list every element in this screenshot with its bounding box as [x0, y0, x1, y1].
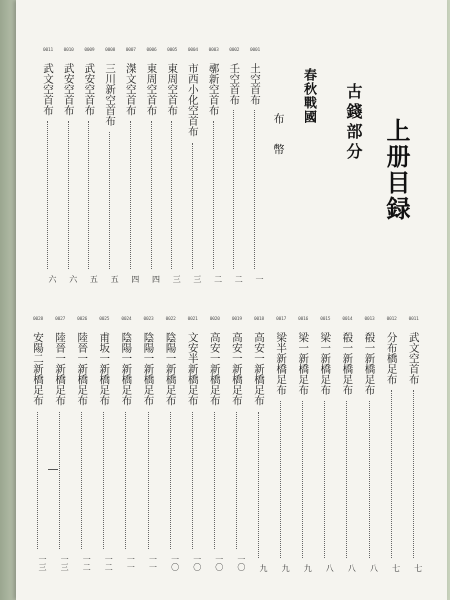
entry-page-number: 三: [172, 275, 182, 283]
leader-dots: [37, 412, 38, 549]
entry-title: 殽一新橋足布: [363, 332, 376, 395]
toc-entry: [317, 317, 333, 573]
entry-number: 0008: [105, 48, 116, 53]
entry-title: 陰陽一新橋足布: [120, 332, 133, 406]
toc-entry: [30, 317, 46, 573]
entry-page-number: 一二: [104, 555, 114, 571]
leader-dots: [81, 412, 82, 549]
entry-title: 武安空首布: [83, 63, 96, 116]
leader-dots: [47, 121, 48, 269]
entry-page-number: 九: [281, 564, 291, 572]
entry-title: 安陽二新橋足布: [32, 332, 44, 406]
book-page: [16, 0, 447, 600]
leader-dots: [125, 412, 126, 549]
entry-title: 三川新空首布: [104, 63, 117, 126]
toc-entry: [251, 317, 267, 573]
entry-title: 市西小化空首布: [186, 63, 199, 137]
entry-number: 0002: [229, 48, 240, 53]
entry-page-number: 一〇: [192, 555, 202, 571]
leader-dots: [254, 110, 255, 269]
entry-number: 0020: [209, 317, 220, 322]
entry-title: 高安一新橋足布: [208, 332, 221, 406]
leader-dots: [302, 401, 303, 558]
toc-entry: [362, 317, 378, 573]
entry-page-number: 七: [413, 564, 423, 572]
entry-title: 梁一新橋足布: [297, 332, 310, 395]
leader-dots: [236, 412, 237, 549]
leader-dots: [192, 143, 193, 269]
entry-number: 0011: [42, 48, 54, 53]
toc-entry: [185, 48, 201, 284]
toc-entry: [226, 48, 242, 284]
entry-page-number: 一: [255, 275, 264, 283]
leader-dots: [130, 121, 131, 269]
entry-title: 分布橋足布: [385, 332, 398, 385]
leader-dots: [413, 390, 414, 558]
entry-number: 0001: [249, 48, 261, 53]
entry-page-number: 二: [234, 275, 244, 283]
toc-entry: [384, 317, 400, 573]
entry-page-number: 一三: [60, 555, 70, 571]
entry-number: 0019: [231, 317, 242, 322]
toc-entry: [123, 48, 139, 284]
toc-entry: [207, 317, 223, 573]
entry-number: 0028: [32, 317, 44, 322]
entry-page-number: 九: [303, 564, 313, 572]
toc-entry: [339, 317, 355, 573]
entry-page-number: 六: [48, 275, 57, 283]
entry-title: 壬空首布: [228, 63, 241, 105]
entry-title: 武安空首布: [62, 63, 75, 116]
entry-title: 陸晉一新橋足布: [54, 332, 67, 406]
entry-number: 0011: [408, 317, 419, 322]
toc-entry: [229, 317, 245, 573]
entry-page-number: 一一: [148, 555, 158, 571]
entry-page-number: 一〇: [236, 555, 246, 571]
entry-number: 0016: [298, 317, 309, 322]
leader-dots: [151, 121, 152, 269]
entry-page-number: 九: [259, 564, 268, 572]
leader-dots: [280, 401, 281, 558]
leader-dots: [88, 121, 89, 269]
leader-dots: [68, 121, 69, 269]
entry-title: 東周空首布: [145, 63, 158, 116]
entry-page-number: 五: [89, 275, 99, 283]
toc-entry: [118, 317, 134, 573]
entry-number: 0023: [143, 317, 154, 322]
entry-page-number: 二: [213, 275, 223, 283]
entry-number: 0024: [121, 317, 132, 322]
entry-page-number: 六: [68, 275, 78, 283]
toc-entry: [52, 317, 68, 573]
leader-dots: [324, 401, 325, 558]
entry-page-number: 一〇: [214, 555, 224, 571]
entry-number: 0017: [276, 317, 287, 322]
entry-page-number: 八: [369, 564, 379, 572]
toc-entry: [406, 317, 422, 573]
entry-page-number: 一二: [82, 555, 92, 571]
entry-title: 土空首布: [249, 63, 261, 105]
toc-entry: [247, 48, 263, 284]
toc-entry: [185, 317, 201, 573]
entry-title: 梁一新橋足布: [319, 332, 332, 395]
section-heading: 古錢部分: [344, 83, 363, 163]
leader-dots: [59, 412, 60, 549]
toc-entry: [273, 317, 289, 573]
entry-number: 0009: [84, 48, 95, 53]
entry-title: 甫坂一新橋足布: [98, 332, 111, 406]
entry-number: 0007: [125, 48, 136, 53]
entry-title: 高安一新橋足布: [230, 332, 243, 406]
entry-page-number: 一三: [38, 555, 47, 571]
entry-title: 高安一新橋足布: [253, 332, 265, 406]
entry-number: 0015: [320, 317, 331, 322]
leader-dots: [171, 121, 172, 269]
entry-page-number: 四: [151, 275, 161, 283]
entry-title: 滐文空首布: [124, 63, 137, 116]
entry-number: 0018: [253, 317, 265, 322]
entry-title: 武文空首布: [42, 63, 54, 116]
entry-number: 0027: [55, 317, 66, 322]
toc-entry: [206, 48, 222, 284]
entry-title: 陰陽一新橋足布: [164, 332, 177, 406]
entry-title: 梁半新橋足布: [275, 332, 288, 395]
entry-page-number: 一一: [126, 555, 136, 571]
leader-dots: [214, 412, 215, 549]
entry-number: 0025: [99, 317, 110, 322]
toc-entry: [81, 48, 97, 284]
entry-page-number: 五: [110, 275, 120, 283]
toc-entry: [61, 48, 77, 284]
toc-entry: [141, 317, 157, 573]
entry-number: 0006: [146, 48, 157, 53]
entry-number: 0012: [386, 317, 397, 322]
entry-page-number: 三: [192, 275, 202, 283]
entry-title: 陸晉一新橋足布: [76, 332, 89, 406]
category-heading: 布 幣: [272, 113, 285, 163]
entry-number: 0010: [63, 48, 74, 53]
leader-dots: [391, 390, 392, 558]
page-title: 上册目録: [382, 118, 410, 222]
leader-dots: [369, 401, 370, 558]
leader-dots: [109, 132, 110, 269]
leader-dots: [170, 412, 171, 549]
entry-number: 0014: [342, 317, 353, 322]
toc-entry: [164, 48, 180, 284]
leader-dots: [258, 412, 259, 558]
leader-dots: [213, 121, 214, 269]
entry-number: 0026: [77, 317, 88, 322]
entry-number: 0005: [167, 48, 178, 53]
entry-title: 武文空首布: [407, 332, 420, 385]
entry-title: 東周空首布: [166, 63, 179, 116]
toc-entry: [102, 48, 118, 284]
entry-page-number: 八: [325, 564, 335, 572]
toc-entry: [144, 48, 160, 284]
toc-entry: [96, 317, 112, 573]
toc-entry: [74, 317, 90, 573]
entry-number: 0004: [187, 48, 198, 53]
entry-page-number: 四: [130, 275, 140, 283]
toc-entry: [295, 317, 311, 573]
leader-dots: [192, 412, 193, 549]
entry-number: 0003: [208, 48, 219, 53]
entry-title: 陰陽一新橋足布: [142, 332, 155, 406]
entry-number: 0022: [165, 317, 176, 322]
leader-dots: [346, 401, 347, 558]
leader-dots: [233, 110, 234, 269]
entry-number: 0013: [364, 317, 375, 322]
entry-title: 殽一新橋足布: [341, 332, 354, 395]
entry-page-number: 七: [391, 564, 401, 572]
leader-dots: [148, 412, 149, 549]
entry-number: 0021: [187, 317, 198, 322]
entry-page-number: 一〇: [170, 555, 180, 571]
entry-page-number: 八: [347, 564, 357, 572]
entry-title: 文安半新橋足布: [186, 332, 199, 406]
toc-entry: [163, 317, 179, 573]
toc-entry: [40, 48, 56, 284]
entry-title: 鄩新空首布: [207, 63, 220, 116]
period-heading: 春秋戰國: [301, 68, 316, 124]
leader-dots: [103, 412, 104, 549]
